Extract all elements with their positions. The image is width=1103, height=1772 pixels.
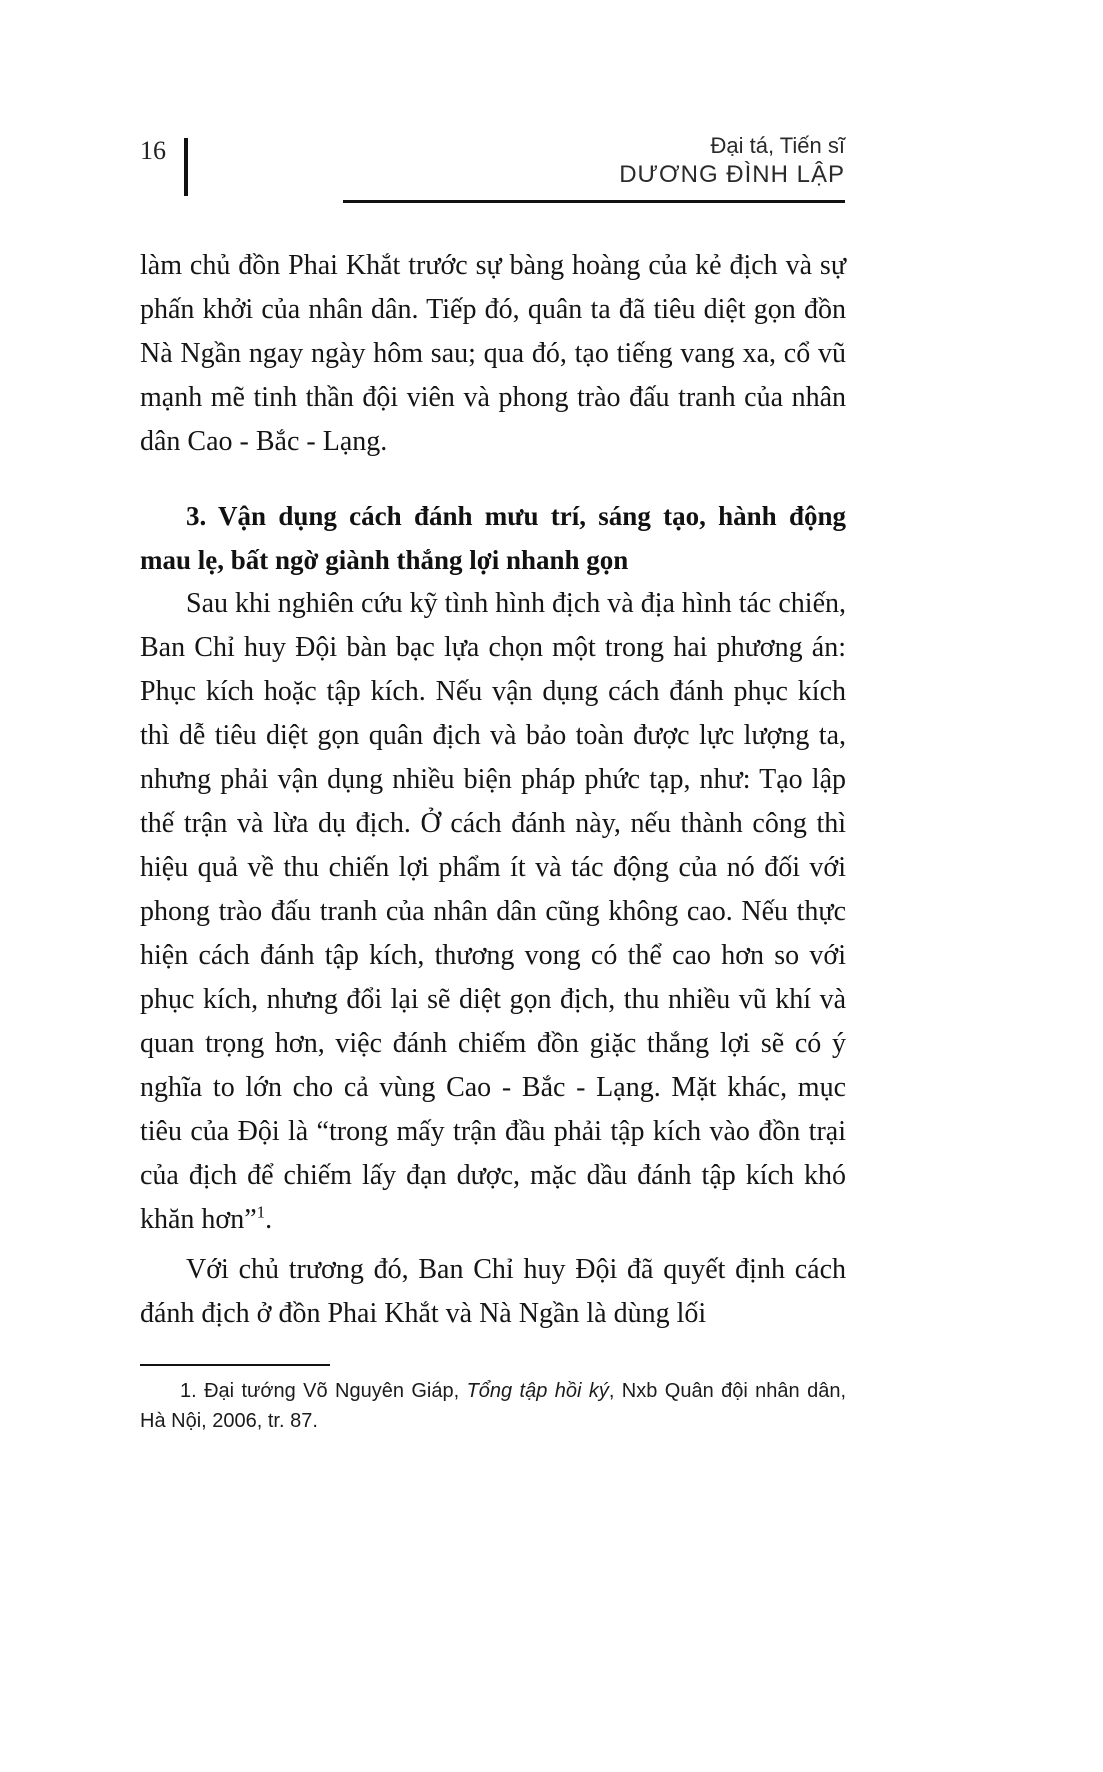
author-rank-title: Đại tá, Tiến sĩ xyxy=(710,133,845,158)
paragraph-closing: Với chủ trương đó, Ban Chỉ huy Đội đã quyết định cách đánh địch ở đồn Phai Khắt và Nà Ngần là dùng lối xyxy=(140,1254,846,1329)
page-number: 16 xyxy=(140,136,166,165)
paragraph-main-text: Sau khi nghiên cứu kỹ tình hình địch và địa hình tác chiến, Ban Chỉ huy Đội bàn bạc lựa chọn một trong hai phương án: Phục kích hoặc tập kích. Nếu vận dụng cách đánh phục kích thì dễ tiêu diệt gọn quân địch và bảo toàn được lực lượng ta, nhưng phải vận dụng nhiều biện pháp phức tạp, như: Tạo lập thế trận và lừa dụ địch. Ở cách đánh này, nếu thành công thì hiệu quả về thu chiến lợi phẩm ít và tác động của nó đối với phong trào đấu tranh của nhân dân cũng không cao. Nếu thực hiện cách đánh tập kích, thương vong có thể cao hơn so với phục kích, nhưng đổi lại sẽ diệt gọn địch, thu nhiều vũ khí và quan trọng hơn, việc đánh chiếm đồn giặc thắng lợi sẽ có ý nghĩa to lớn cho cả vùng Cao - Bắc - Lạng. Mặt khác, mục tiêu của Đội là “trong mấy trận đầu phải tập kích vào đồn trại của địch để chiếm lấy đạn dược, mặc dầu đánh tập kích khó khăn hơn” xyxy=(140,588,846,1235)
footnote-separator-rule xyxy=(140,1364,330,1366)
paragraph-continuation: làm chủ đồn Phai Khắt trước sự bàng hoàng của kẻ địch và sự phấn khởi của nhân dân. Tiếp đó, quân ta đã tiêu diệt gọn đồn Nà Ngần ngay ngày hôm sau; qua đó, tạo tiếng vang xa, cổ vũ mạnh mẽ tinh thần đội viên và phong trào đấu tranh của nhân dân Cao - Bắc - Lạng. xyxy=(140,250,846,457)
section-heading: 3. Vận dụng cách đánh mưu trí, sáng tạo, hành động mau lẹ, bất ngờ giành thắng lợi nhanh gọn xyxy=(140,501,846,575)
body-text-block xyxy=(140,244,846,1436)
paragraph-main xyxy=(140,582,846,1242)
header-divider-bar xyxy=(184,138,188,196)
footnote-work-title: Tổng tập hồi ký xyxy=(466,1380,609,1402)
footnote-lead: 1. Đại tướng Võ Nguyên Giáp, xyxy=(180,1380,467,1402)
running-header xyxy=(619,132,845,190)
footnote-reference-marker: 1 xyxy=(256,1202,266,1222)
header-rule xyxy=(343,200,845,203)
footnote xyxy=(140,1376,846,1436)
paragraph-main-tail: . xyxy=(265,1204,273,1235)
author-name: DƯƠNG ĐÌNH LẬP xyxy=(619,161,845,188)
footnote-tail: , Nxb Quân đội nhân dân, Hà Nội, 2006, tr. 87. xyxy=(140,1380,846,1432)
